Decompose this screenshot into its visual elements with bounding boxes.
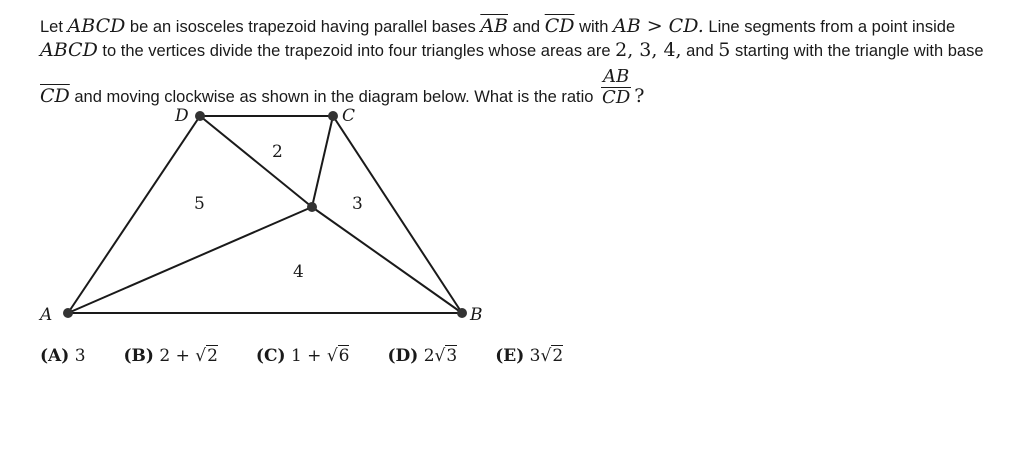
ratio-denominator: CD (602, 87, 631, 108)
vertex-b-dot (457, 308, 467, 318)
choice-b: (B) 2 + √2 (123, 346, 218, 366)
answer-choices (40, 346, 601, 366)
choice-e: (E) 3√2 (495, 346, 564, 366)
math-five: 5 (718, 39, 731, 61)
ratio-numerator: AB (603, 66, 630, 87)
question-mark: ? (634, 84, 645, 107)
area-label-left: 5 (194, 194, 205, 214)
text: and moving clockwise as shown in the diagram below. What is the ratio (69, 87, 599, 106)
math-cd-segment: $\overline{CD}$ (40, 84, 70, 107)
text: and (681, 42, 719, 60)
label-c: C (342, 106, 356, 126)
choice-d: (D) 2√3 (387, 346, 458, 366)
segment-pb (312, 207, 462, 313)
text: and (508, 18, 545, 36)
math-areas: 2, 3, 4, (615, 39, 682, 61)
text: starting with the triangle with base (730, 42, 984, 60)
text: Let (40, 18, 68, 36)
math-abcd: ABCD (67, 15, 126, 37)
text: with (574, 18, 613, 36)
vertex-d-dot (195, 111, 205, 121)
label-a: A (40, 305, 53, 325)
area-label-bottom: 4 (293, 262, 304, 282)
math-abcd: ABCD (40, 39, 98, 61)
label-b: B (470, 305, 483, 325)
choice-c: (C) 1 + √6 (255, 346, 350, 366)
segment-pc (312, 116, 333, 207)
vertex-c-dot (328, 111, 338, 121)
math-cd-segment: $\overline{CD}$ (544, 15, 575, 37)
text: be an isosceles trapezoid having parallel bases (125, 18, 481, 36)
area-label-right: 3 (352, 194, 363, 214)
choice-a: (A) 3 (40, 346, 86, 366)
math-ab-segment: $\overline{AB}$ (480, 15, 508, 37)
text: to the vertices divide the trapezoid into four triangles whose areas are (97, 42, 616, 60)
segment-pd (200, 116, 312, 207)
label-d: D (175, 106, 189, 126)
interior-point-dot (307, 202, 317, 212)
text: Line segments from a point inside (703, 18, 956, 36)
vertex-a-dot (63, 308, 73, 318)
math-inequality: AB > CD. (613, 15, 704, 37)
area-label-top: 2 (272, 142, 283, 162)
segment-bc (333, 116, 462, 313)
